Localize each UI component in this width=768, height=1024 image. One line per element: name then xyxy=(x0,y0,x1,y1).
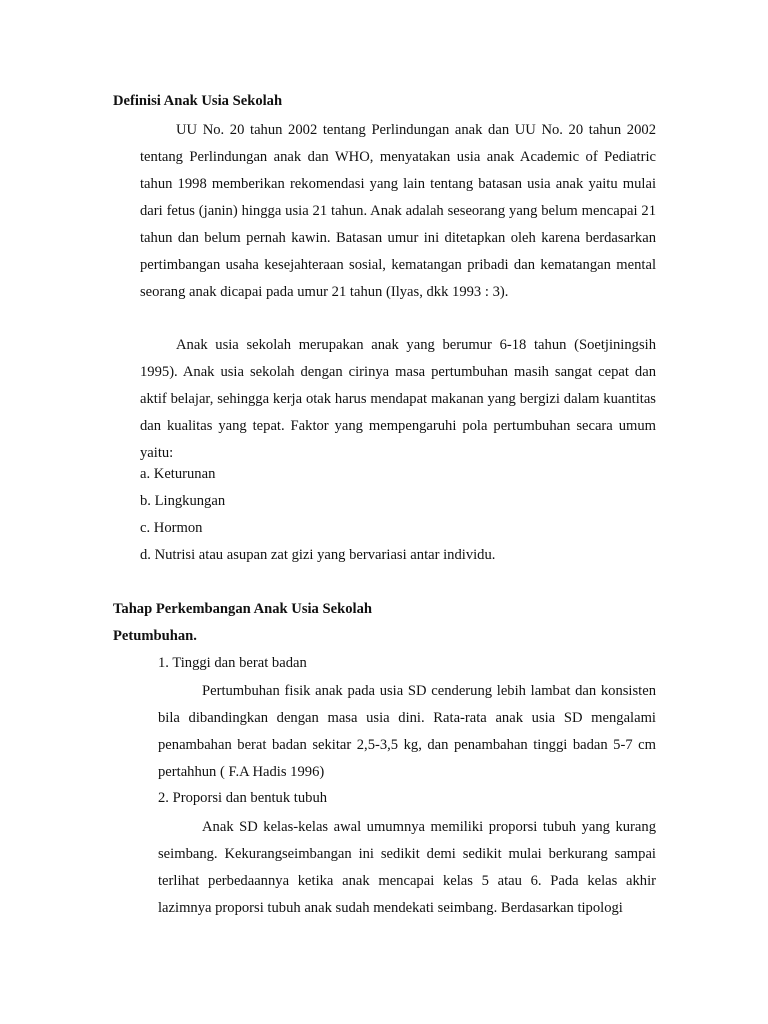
numbered-item-tinggi-berat: 1. Tinggi dan berat badan xyxy=(158,655,307,671)
paragraph-definisi: UU No. 20 tahun 2002 tentang Perlindungan anak dan UU No. 20 tahun 2002 tentang Perlindungan anak dan WHO, menyatakan usia anak Academic of Pediatric tahun 1998 memberikan rekomendasi yang lain tentang batasan usia anak yaitu mulai dari fetus (janin) hingga usia 21 tahun. Anak adalah seseorang yang belum mencapai 21 tahun dan belum pernah kawin. Batasan umur ini ditetapkan oleh karena berdasarkan pertimbangan usaha kesejahteraan sosial, kematangan pribadi dan kematangan mental seorang anak dicapai pada umur 21 tahun (Ilyas, dkk 1993 : 3). xyxy=(140,122,656,300)
numbered-item-proporsi-bentuk: 2. Proporsi dan bentuk tubuh xyxy=(158,790,328,806)
factor-item-keturunan: a. Keturunan xyxy=(140,466,216,482)
subsection-title-petumbuhan: Petumbuhan. xyxy=(113,628,197,644)
factor-item-nutrisi: d. Nutrisi atau asupan zat gizi yang bervariasi antar individu. xyxy=(140,547,496,563)
factor-item-lingkungan: b. Lingkungan xyxy=(140,493,226,509)
paragraph-proporsi-bentuk: Anak SD kelas-kelas awal umumnya memiliki proporsi tubuh yang kurang seimbang. Kekurangseimbangan ini sedikit demi sedikit mulai berkurang sampai terlihat perbedaannya ketika anak mencapai kelas 5 atau 6. Pada kelas akhir lazimnya proporsi tubuh anak sudah mendekati seimbang. Berdasarkan tipologi xyxy=(158,819,656,916)
section-title-tahap-perkembangan: Tahap Perkembangan Anak Usia Sekolah xyxy=(113,601,372,617)
factor-item-hormon: c. Hormon xyxy=(140,520,203,536)
section-title-definisi: Definisi Anak Usia Sekolah xyxy=(113,93,283,109)
paragraph-anak-usia-sekolah: Anak usia sekolah merupakan anak yang berumur 6-18 tahun (Soetjiningsih 1995). Anak usia sekolah dengan cirinya masa pertumbuhan masih sangat cepat dan aktif belajar, sehingga kerja otak harus mendapat makanan yang bergizi dalam kuantitas dan kualitas yang tepat. Faktor yang mempengaruhi pola pertumbuhan secara umum yaitu: xyxy=(140,337,656,461)
paragraph-tinggi-berat: Pertumbuhan fisik anak pada usia SD cenderung lebih lambat dan konsisten bila dibandingkan dengan masa usia dini. Rata-rata anak usia SD mengalami penambahan berat badan sekitar 2,5-3,5 kg, dan penambahan tinggi badan 5-7 cm pertahhun ( F.A Hadis 1996) xyxy=(158,683,656,780)
